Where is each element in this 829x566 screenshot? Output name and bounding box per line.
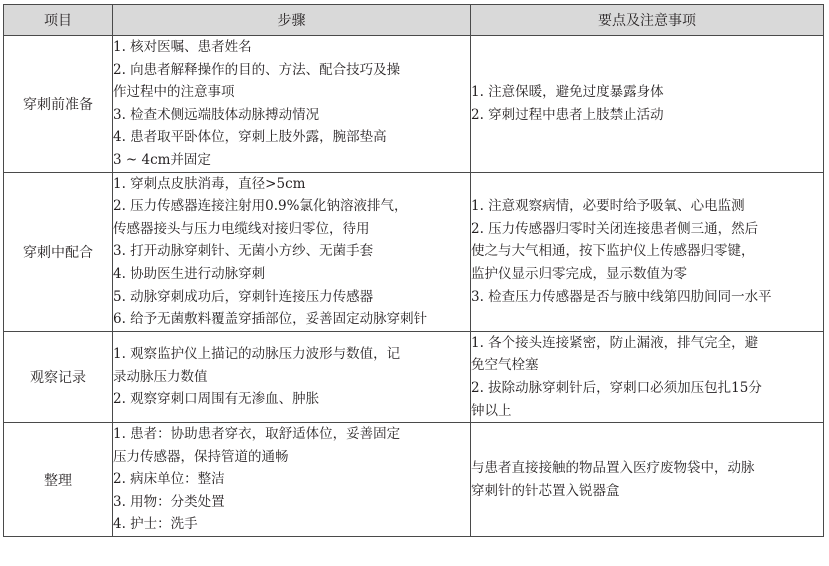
step-line: 6. 给予无菌敷料覆盖穿插部位，妥善固定动脉穿刺针 [113, 311, 428, 328]
table-row [4, 423, 824, 537]
row-item-label: 穿刺前准备 [4, 36, 113, 173]
row-steps [113, 423, 471, 537]
step-line: 1. 观察监护仪上描记的动脉压力波形与数值，记 [113, 346, 401, 363]
step-line: 1. 患者：协助患者穿衣，取舒适体位，妥善固定 [113, 426, 401, 443]
step-line: 3. 检查术侧远端肢体动脉搏动情况 [113, 106, 320, 123]
step-line: 压力传感器，保持管道的通畅 [113, 448, 289, 465]
note-line: 监护仪显示归零完成，显示数值为零 [471, 265, 687, 282]
note-line: 穿刺针的针芯置入锐器盒 [471, 482, 620, 499]
note-line: 1. 各个接头连接紧密，防止漏液，排气完全，避 [471, 334, 759, 351]
row-item-label: 穿刺中配合 [4, 172, 113, 331]
note-line: 2. 穿刺过程中患者上肢禁止活动 [471, 106, 664, 123]
step-line: 2. 观察穿刺口周围有无渗血、肿胀 [113, 391, 320, 408]
step-line: 1. 核对医嘱、患者姓名 [113, 39, 252, 55]
note-line: 1. 注意观察病情，必要时给予吸氧、心电监测 [471, 198, 745, 215]
note-line: 免空气栓塞 [471, 357, 539, 374]
step-line: 3 ~ 4cm并固定 [113, 151, 211, 168]
header-item: 项目 [4, 5, 113, 36]
note-line: 与患者直接接触的物品置入医疗废物袋中，动脉 [471, 459, 755, 476]
row-notes [471, 423, 824, 537]
note-line: 钟以上 [471, 402, 512, 419]
row-steps [113, 172, 471, 331]
row-steps [113, 36, 471, 173]
step-line: 4. 协助医生进行动脉穿刺 [113, 265, 266, 282]
step-line: 传感器接头与压力电缆线对接归零位，待用 [113, 220, 370, 237]
step-line: 4. 护士：洗手 [113, 516, 198, 533]
step-line: 作过程中的注意事项 [113, 84, 235, 101]
note-line: 3. 检查压力传感器是否与腋中线第四肋间同一水平 [471, 288, 772, 305]
table-row [4, 172, 824, 331]
note-line: 1. 注意保暖，避免过度暴露身体 [471, 84, 664, 101]
step-line: 2. 压力传感器连接注射用0.9%氯化钠溶液排气， [113, 198, 408, 215]
step-line: 3. 打开动脉穿刺针、无菌小方纱、无菌手套 [113, 243, 374, 260]
step-line: 3. 用物：分类处置 [113, 493, 225, 510]
note-line: 2. 压力传感器归零时关闭连接患者侧三通，然后 [471, 220, 759, 237]
step-line: 5. 动脉穿刺成功后，穿刺针连接压力传感器 [113, 288, 374, 305]
header-notes: 要点及注意事项 [471, 5, 824, 36]
row-notes [471, 172, 824, 331]
table-row [4, 331, 824, 422]
note-line: 使之与大气相通，按下监护仪上传感器归零键， [471, 243, 755, 260]
row-notes [471, 36, 824, 173]
row-notes [471, 331, 824, 422]
table-row [4, 36, 824, 173]
step-line: 2. 病床单位：整洁 [113, 471, 225, 488]
note-line: 2. 拔除动脉穿刺针后，穿刺口必须加压包扎15分 [471, 379, 762, 396]
header-steps: 步骤 [113, 5, 471, 36]
row-item-label: 整理 [4, 423, 113, 537]
step-line: 2. 向患者解释操作的目的、方法、配合技巧及操 [113, 61, 401, 78]
row-item-label: 观察记录 [4, 331, 113, 422]
step-line: 录动脉压力数值 [113, 368, 208, 385]
step-line: 1. 穿刺点皮肤消毒，直径>5cm [113, 175, 306, 192]
table-header-row [4, 5, 824, 36]
row-steps [113, 331, 471, 422]
procedure-table [3, 4, 824, 537]
step-line: 4. 患者取平卧体位，穿刺上肢外露，腕部垫高 [113, 129, 387, 146]
